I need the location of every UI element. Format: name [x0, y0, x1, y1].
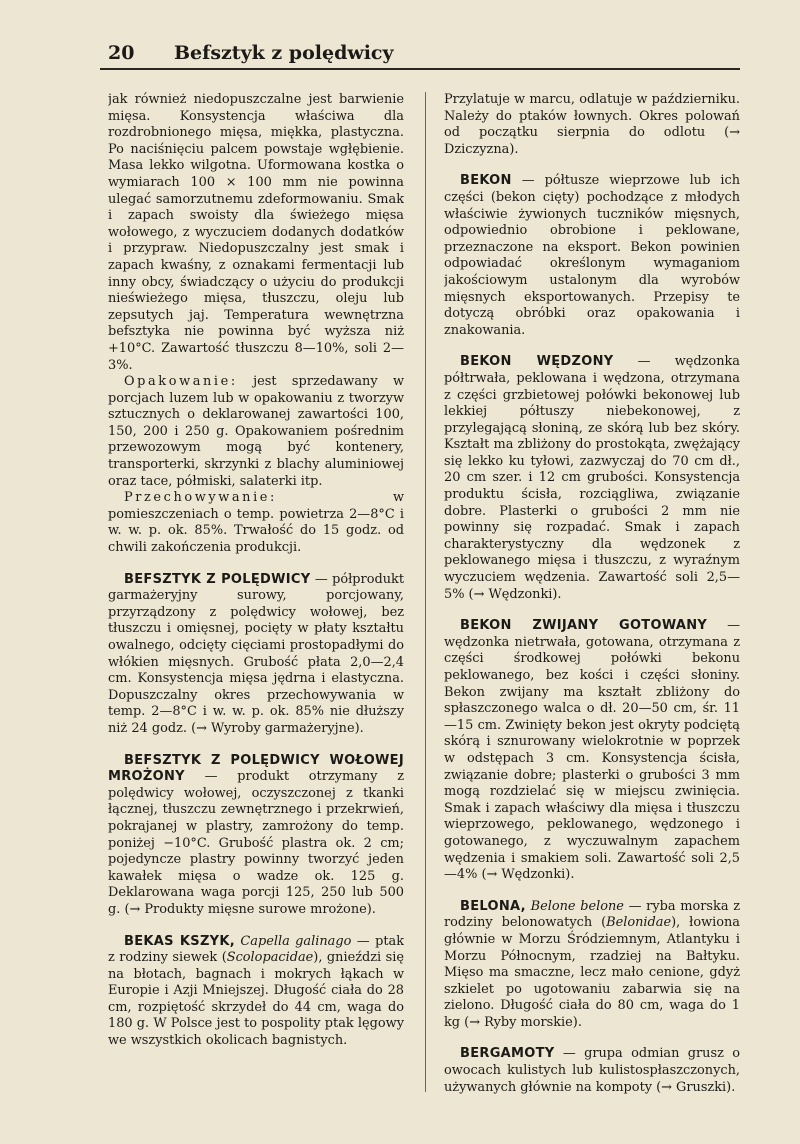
entry-text: — wędzonka nietrwała, gotowana, otrzymana z części środkowej połówki bekonu peklowanego, bez kości i części słoniny. Bekon zwijany ma kształt zbliżony do spłaszczonego walca o dł. 20—50 cm, śr. 11—15 cm. Zwinięty bekon jest okryty podciętą skórą i sznurowany wielokrotnie w poprzek w odstępach 3 cm. Konsystencja ścisła, związanie dobre; plasterki o grubości 3 mm mogą rozdzielać się w miejscu zwinięcia. Smak i zapach właściwy dla mięsa i tłuszczu wieprzowego, peklowanego, wędzonego i gotowanego, z wyczuwalnym zapachem wędzenia i smakiem soli. Zawartość soli 2,5—4% (→ Wędzonki).	[444, 618, 740, 883]
entry-headword: BELONA,	[460, 898, 526, 914]
page-header	[100, 40, 740, 70]
continued-entry-text: jak również niedopuszczalne jest barwienie mięsa. Konsystencja właściwa dla rozdrobnionego mięsa, miękka, plastyczna. Po naciśnięciu palcem powstaje wgłębienie. Masa lekko wilgotna. Uformowana kostka o wymiarach 100 × 100 mm nie powinna ulegać samorzutnemu zdeformowaniu. Smak i zapach swoisty dla świeżego mięsa wołowego, z wyczuciem dodanych dodatków i przypraw. Niedopuszczalny jest smak i zapach kwaśny, z oznakami fermentacji lub inny obcy, świadczący o użyciu do produkcji nieświeżego mięsa, tłuszczu, oleju lub zepsutych jaj. Temperatura wewnętrzna befsztyka nie powinna być wyższa niż +10°C. Zawartość tłuszczu 8—10%, soli 2—3%.	[108, 92, 404, 373]
entry-headword: BEKON WĘDZONY	[460, 354, 614, 370]
entry-bekon	[444, 173, 740, 339]
entry-bekon-wedzony	[444, 354, 740, 603]
entry-befsztyk-mrozony	[108, 753, 404, 919]
entry-bekon-zwijany	[444, 618, 740, 884]
entry-headword: BEFSZTYK Z POLĘDWICY WOŁOWEJ MROŻONY	[108, 752, 404, 785]
entry-bekas-kszyk	[108, 934, 404, 1050]
left-column	[108, 92, 404, 1102]
entry-text: — produkt otrzymany z polędwicy wołowej, oczyszczonej z tkanki łącznej, tłuszczu zewnętrznego i przekrwień, pokrajanej w plastry, zamrożony do temp. poniżej −10°C. Grubość plastra ok. 2 cm; pojedyncze plastry powinny tworzyć jeden kawałek mięsa o wadze ok. 125 g. Deklarowana waga porcji 125, 250 lub 500 g. (→ Produkty mięsne surowe mrożone).	[108, 769, 404, 917]
latin-family: Scolopacidae	[226, 950, 314, 966]
storage-text: w pomieszczeniach o temp. powietrza 2—8°C i w. w. p. ok. 85%. Trwałość do 15 godz. od chwili zakończenia produkcji.	[108, 490, 404, 556]
entry-headword: BEKON	[460, 173, 512, 189]
packaging-paragraph	[108, 374, 404, 490]
entry-text: — ptak z rodziny siewek (	[108, 933, 404, 966]
entry-bergamoty	[444, 1046, 740, 1096]
column-divider	[425, 92, 426, 1092]
packaging-label: Opakowanie:	[124, 374, 238, 390]
latin-name: Belone belone	[530, 898, 624, 914]
entry-text: ), gnieździ się na błotach, bagnach i mokrych łąkach w Europie i Azji Mniejszej. Długość ciała do 28 cm, rozpiętość skrzydeł do 44 cm, waga do 180 g. W Polsce jest to pospolity ptak lęgowy we wszystkich okolicach bagnistych.	[108, 950, 404, 1049]
storage-label: Przechowywanie:	[124, 490, 277, 506]
entry-headword: BEKON ZWIJANY GOTOWANY	[460, 618, 708, 634]
entry-befsztyk-z-poledwicy	[108, 572, 404, 738]
latin-family: Belonidae	[606, 915, 672, 931]
entry-text: — półprodukt garmażeryjny surowy, porcjowany, przyrządzony z polędwicy wołowej, bez tłuszczu i omięsnej, pocięty w płaty kształtu owalnego, odcięty cięciami prostopadłymi do włókien mięsnych. Grubość płata 2,0—2,4 cm. Konsystencja mięsa jędrna i elastyczna. Dopuszczalny okres przechowywania w temp. 2—8°C i w. w. p. ok. 85% nie dłuższy niż 24 godz. (→ Wyroby garmażeryjne).	[108, 571, 404, 736]
entry-headword: BEFSZTYK Z POLĘDWICY	[124, 571, 311, 587]
packaging-text: jest sprzedawany w porcjach luzem lub w opakowaniu z tworzyw sztucznych o deklarowanej zawartości 100, 150, 200 i 250 g. Opakowaniem pośrednim przewozowym mogą być kontenery, transporterki, skrzynki z blachy aluminiowej oraz tace, półmiski, salaterki itp.	[108, 374, 404, 489]
storage-paragraph	[108, 490, 404, 556]
entry-headword: BERGAMOTY	[460, 1046, 555, 1062]
entry-text: — ryba morska z rodziny belonowatych (	[444, 898, 740, 931]
entry-text: — półtusze wieprzowe lub ich części (bekon cięty) pochodzące z młodych właściwie żywionych tuczników mięsnych, odpowiednio obrobione i peklowane, przeznaczone na eksport. Bekon powinien odpowiadać określonym wymaganiom jakościowym ustalonym dla wyrobów mięsnych eksportowanych. Przepisy te dotyczą obróbki oraz opakowania i znakowania.	[444, 173, 740, 338]
entry-text: — wędzonka półtrwała, peklowana i wędzona, otrzymana z części grzbietowej połówki bekonowej lub lekkiej półtuszy niebekonowej, z przylegającą słoniną, ze skórą lub bez skóry. Kształt ma zbliżony do prostokąta, zwężający się lekko ku tyłowi, zazwyczaj do 70 cm dł., 20 cm szer. i 12 cm grubości. Konsystencja produktu ścisła, rozciągliwa, związanie dobre. Plasterki o grubości 2 mm nie powinny się rozpadać. Smak i zapach charakterystyczny dla wędzonek z peklowanego mięsa i tłuszczu, z wyraźnym wyczuciem wędzenia. Zawartość soli 2,5—5% (→ Wędzonki).	[444, 354, 740, 602]
entry-text: — grupa odmian grusz o owocach kulistych lub kulistospłaszczonych, używanych głównie na kompoty (→ Gruszki).	[444, 1046, 740, 1095]
running-title: Befsztyk z polędwicy	[174, 42, 394, 64]
page-number: 20	[108, 42, 135, 64]
entry-text: ), łowiona głównie w Morzu Śródziemnym, Atlantyku i Morzu Północnym, rzadziej na Bałtyku. Mięso ma smaczne, lecz mało cenione, gdyż szkielet po ugotowaniu zabarwia się na zielono. Długość ciała do 80 cm, waga do 1 kg (→ Ryby morskie).	[444, 915, 740, 1030]
entry-belona	[444, 899, 740, 1032]
continued-entry-text: Przylatuje w marcu, odlatuje w październiku. Należy do ptaków łownych. Okres polowań od początku sierpnia do odlotu (→ Dziczyzna).	[444, 92, 740, 157]
right-column	[444, 92, 740, 1102]
entry-headword: BEKAS KSZYK,	[124, 933, 236, 949]
latin-name: Capella galinago	[240, 933, 352, 949]
